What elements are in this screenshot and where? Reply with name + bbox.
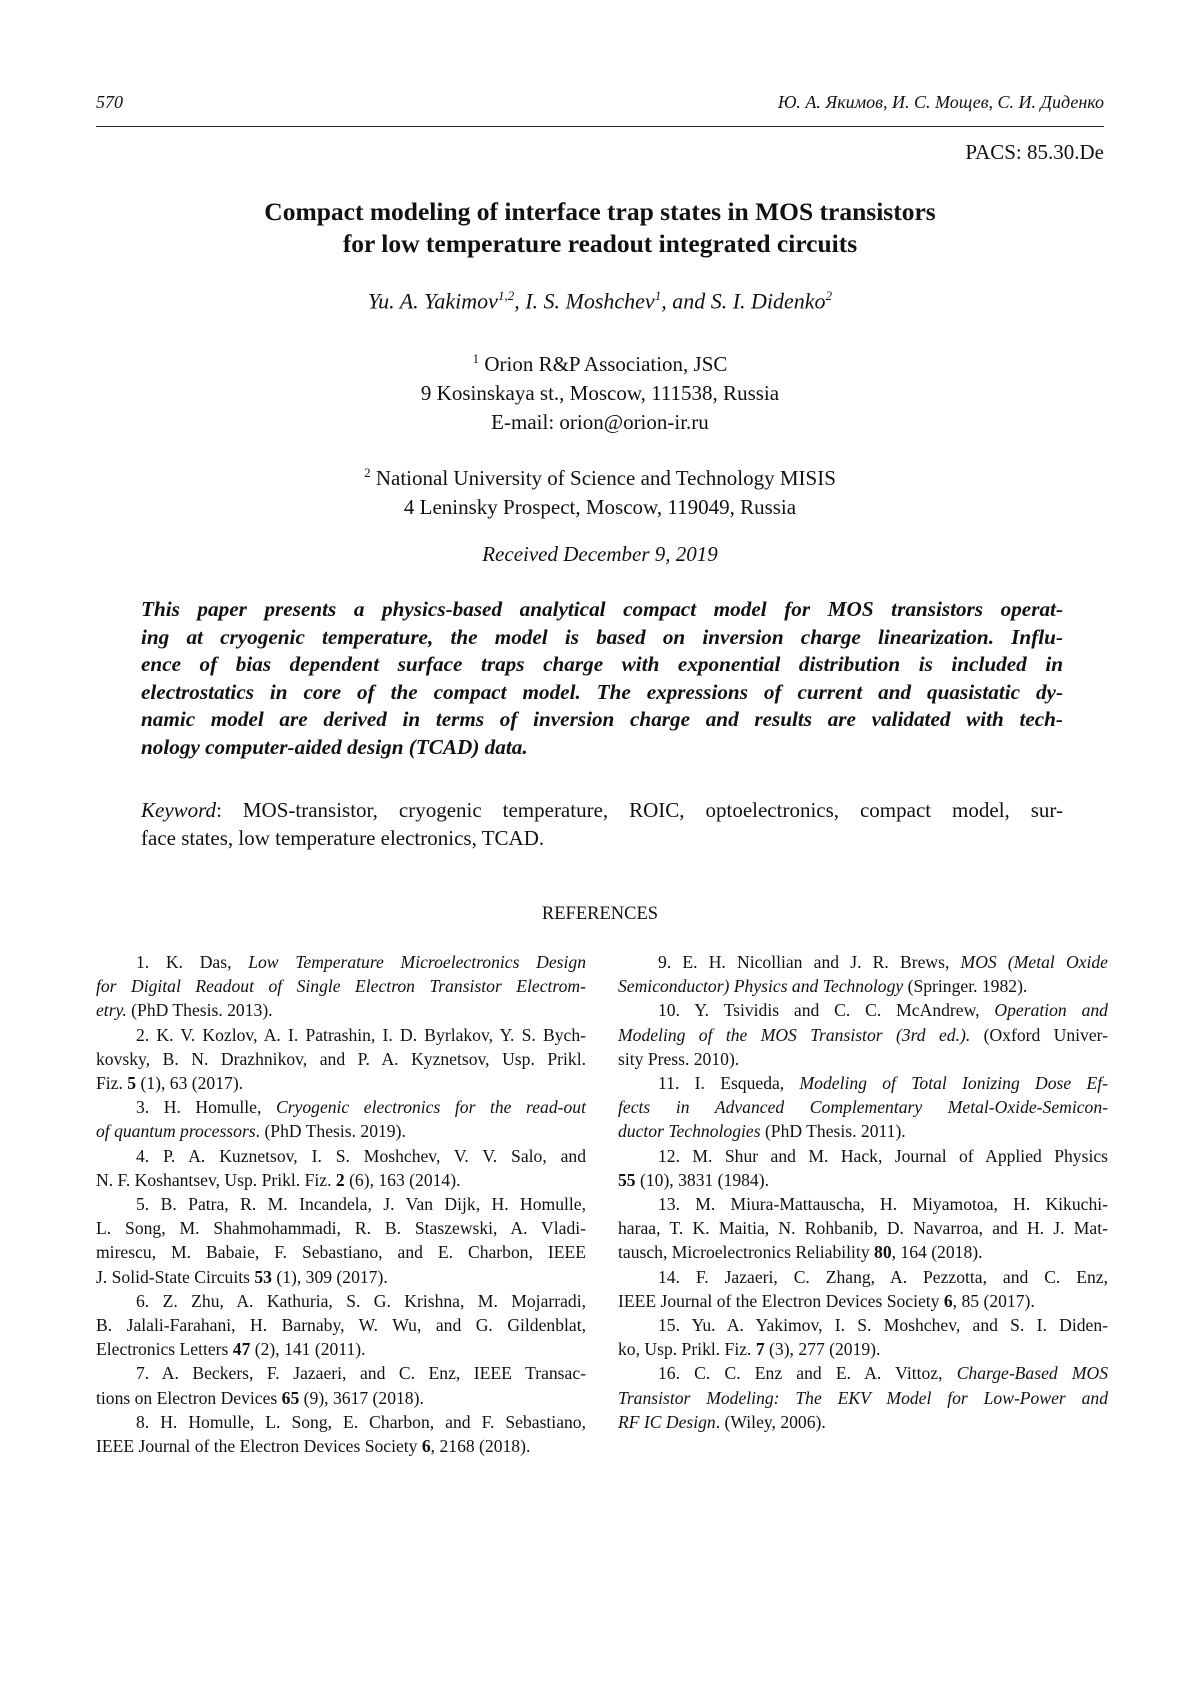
abstract-line: ing at cryogenic temperature, the model is based on inversion charge linearization. Influ-: [141, 624, 1063, 652]
reference-item: 11. I. Esqueda, Modeling of Total Ionizing Dose Ef- fects in Advanced Complementary Metal-Oxide-Semicon- ductor Technologies (PhD Thesis. 2011).: [618, 1071, 1108, 1144]
reference-item: 13. M. Miura-Mattauscha, H. Miyamotoa, H. Kikuchi- haraa, T. K. Maitia, N. Rohbanib, D. Navarroa, and H. J. Mat- tausch, Microelectronics Reliability 80, 164 (2018).: [618, 1192, 1108, 1265]
author-name: I. S. Moshchev: [525, 288, 655, 313]
reference-item: 16. C. C. Enz and E. A. Vittoz, Charge-Based MOS Transistor Modeling: The EKV Model for Low-Power and RF IC Design. (Wiley, 2006).: [618, 1361, 1108, 1434]
reference-item: 12. M. Shur and M. Hack, Journal of Applied Physics 55 (10), 3831 (1984).: [618, 1144, 1108, 1192]
author-list: [96, 288, 1104, 314]
references-heading: REFERENCES: [96, 904, 1104, 925]
keywords-colon: :: [216, 798, 243, 822]
keywords-label: Keyword: [141, 798, 216, 822]
title-line: for low temperature readout integrated circuits: [96, 228, 1104, 260]
author-separator: ,: [514, 288, 525, 313]
pacs-code: PACS: 85.30.De: [965, 140, 1104, 165]
reference-item: 9. E. H. Nicollian and J. R. Brews, MOS (Metal Oxide Semiconductor) Physics and Technology (Springer. 1982).: [618, 950, 1108, 998]
paper-title: [96, 196, 1104, 260]
affiliation-mark: 1: [473, 351, 480, 366]
reference-item: 2. K. V. Kozlov, A. I. Patrashin, I. D. Byrlakov, Y. S. Bych- kovsky, B. N. Drazhnikov, and P. A. Kyznetsov, Usp. Prikl. Fiz. 5 (1), 63 (2017).: [96, 1023, 586, 1096]
keywords-text: face states, low temperature electronics, TCAD.: [141, 824, 1063, 852]
keywords-text: MOS-transistor, cryogenic temperature, ROIC, optoelectronics, compact model, sur-: [243, 798, 1063, 822]
reference-item: 4. P. A. Kuznetsov, I. S. Moshchev, V. V. Salo, and N. F. Koshantsev, Usp. Prikl. Fiz. 2 (6), 163 (2014).: [96, 1144, 586, 1192]
abstract: [141, 596, 1063, 761]
author-affil-mark: 1: [655, 288, 662, 303]
affiliation-mark: 2: [364, 465, 371, 480]
keywords: [141, 796, 1063, 852]
reference-item: 15. Yu. A. Yakimov, I. S. Moshchev, and S. I. Diden- ko, Usp. Prikl. Fiz. 7 (3), 277 (2019).: [618, 1313, 1108, 1361]
author-separator: , and: [661, 288, 711, 313]
running-head: Ю. А. Якимов, И. С. Мощев, С. И. Диденко: [778, 92, 1104, 113]
title-line: Compact modeling of interface trap states in MOS transistors: [96, 196, 1104, 228]
affiliation-email: E-mail: orion@orion-ir.ru: [96, 408, 1104, 437]
affiliation-org: National University of Science and Technology MISIS: [376, 466, 836, 490]
header-rule: [96, 126, 1104, 127]
page-number: 570: [96, 92, 123, 113]
reference-item: 5. B. Patra, R. M. Incandela, J. Van Dijk, H. Homulle, L. Song, M. Shahmohammadi, R. B. Staszewski, A. Vladi- mirescu, M. Babaie, F. Sebastiano, and E. Charbon, IEEE J. Solid-State Circuits 53 (1), 309 (2017).: [96, 1192, 586, 1289]
affiliation-address: 9 Kosinskaya st., Moscow, 111538, Russia: [96, 379, 1104, 408]
affiliation: [96, 458, 1104, 522]
author-name: Yu. A. Yakimov: [368, 288, 498, 313]
reference-item: 8. H. Homulle, L. Song, E. Charbon, and F. Sebastiano, IEEE Journal of the Electron Devices Society 6, 2168 (2018).: [96, 1410, 586, 1458]
abstract-line: nology computer-aided design (TCAD) data.: [141, 734, 1063, 762]
references-column-left: [96, 950, 586, 1458]
abstract-line: ence of bias dependent surface traps charge with exponential distribution is included in: [141, 651, 1063, 679]
reference-item: 7. A. Beckers, F. Jazaeri, and C. Enz, IEEE Transac- tions on Electron Devices 65 (9), 3617 (2018).: [96, 1361, 586, 1409]
author-name: S. I. Didenko: [711, 288, 826, 313]
reference-item: 14. F. Jazaeri, C. Zhang, A. Pezzotta, and C. Enz, IEEE Journal of the Electron Devices Society 6, 85 (2017).: [618, 1265, 1108, 1313]
reference-item: 3. H. Homulle, Cryogenic electronics for the read-out of quantum processors. (PhD Thesis. 2019).: [96, 1095, 586, 1143]
abstract-line: namic model are derived in terms of inversion charge and results are validated with tech-: [141, 706, 1063, 734]
abstract-line: electrostatics in core of the compact model. The expressions of current and quasistatic dy-: [141, 679, 1063, 707]
affiliation-address: 4 Leninsky Prospect, Moscow, 119049, Russia: [96, 493, 1104, 522]
affiliation: [96, 344, 1104, 437]
references-column-right: [618, 950, 1108, 1434]
affiliation-org: Orion R&P Association, JSC: [484, 352, 727, 376]
reference-item: 6. Z. Zhu, A. Kathuria, S. G. Krishna, M. Mojarradi, B. Jalali-Farahani, H. Barnaby, W. Wu, and G. Gildenblat, Electronics Letters 47 (2), 141 (2011).: [96, 1289, 586, 1362]
abstract-line: This paper presents a physics-based analytical compact model for MOS transistors operat-: [141, 596, 1063, 624]
author-affil-mark: 2: [826, 288, 833, 303]
author-affil-mark: 1,2: [498, 288, 514, 303]
reference-item: 1. K. Das, Low Temperature Microelectronics Design for Digital Readout of Single Electron Transistor Electrom- etry. (PhD Thesis. 2013).: [96, 950, 586, 1023]
received-date: Received December 9, 2019: [96, 542, 1104, 567]
reference-item: 10. Y. Tsividis and C. C. McAndrew, Operation and Modeling of the MOS Transistor (3rd ed.). (Oxford Univer- sity Press. 2010).: [618, 998, 1108, 1071]
